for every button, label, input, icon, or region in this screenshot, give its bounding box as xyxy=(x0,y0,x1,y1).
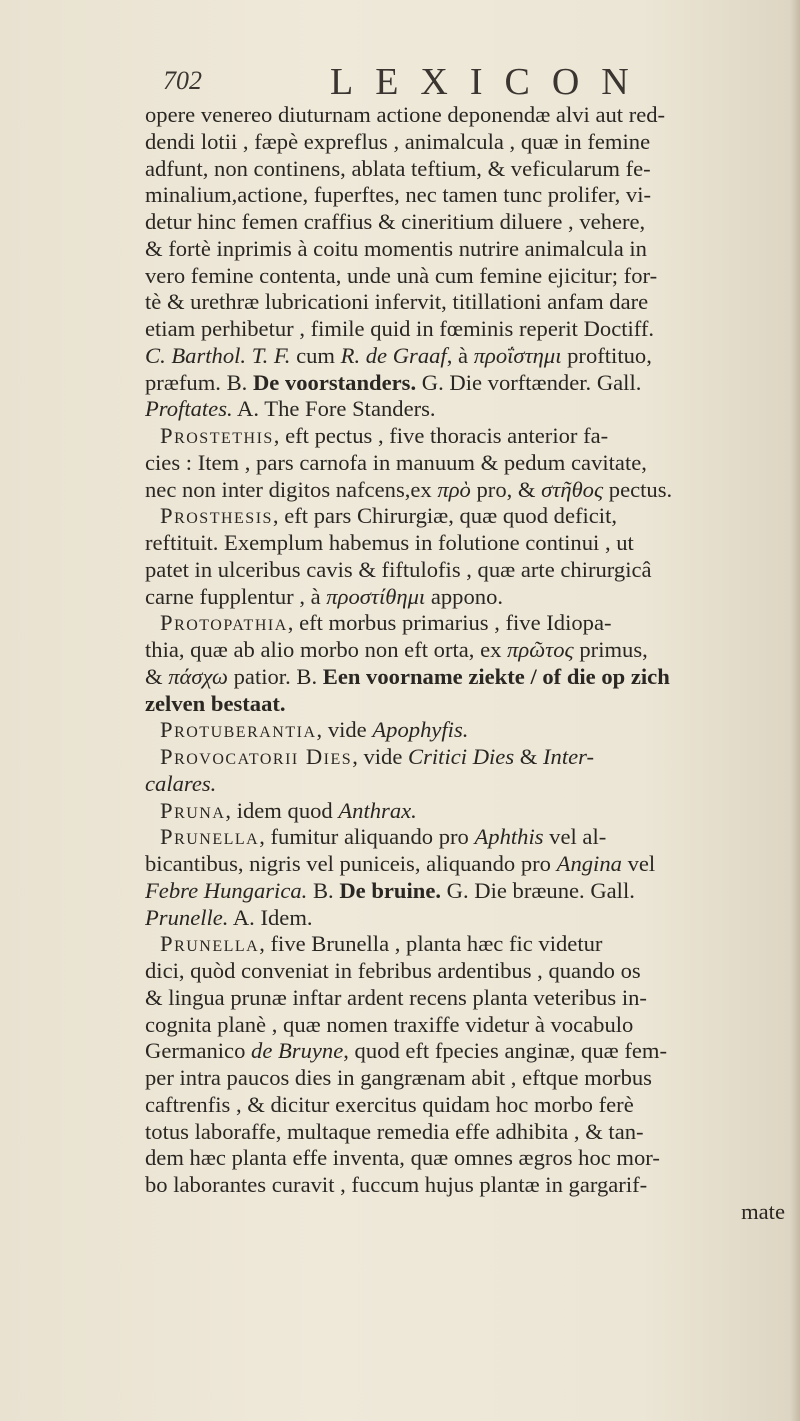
text-span: Apophyfis. xyxy=(372,717,469,743)
text-span: A. Idem. xyxy=(228,904,313,930)
text-span: De bruine. xyxy=(339,877,441,903)
text-line xyxy=(145,343,795,370)
running-title: LEXICON xyxy=(330,61,651,103)
text-span: στῆθος xyxy=(541,476,604,502)
text-span: minalium,actione, fuperftes, nec tamen tunc prolifer, vi- xyxy=(145,182,652,208)
text-line xyxy=(145,236,795,263)
text-span: adfunt, non continens, ablata teftium, & veficularum fe- xyxy=(145,155,651,181)
text-span: Febre Hungarica. xyxy=(145,877,308,903)
text-span: per intra paucos dies in gangrænam abit , eftque morbus xyxy=(145,1065,652,1090)
text-span: vel al- xyxy=(543,824,607,850)
text-span: G. Die bræune. Gall. xyxy=(441,877,635,903)
text-span: , idem quod xyxy=(225,797,339,823)
text-span: mate xyxy=(741,1198,785,1224)
text-span: pectus. xyxy=(603,476,673,502)
text-span: , vide xyxy=(352,744,409,769)
text-span: πάσχω xyxy=(168,663,228,689)
text-span: detur hinc femen craffius & cineritium diluere , vehere, xyxy=(145,209,646,234)
text-span: opere venereo diuturnam actione deponendæ alvi aut red- xyxy=(145,102,666,127)
text-span: & lingua prunæ inftar ardent recens planta veteribus in- xyxy=(145,984,647,1010)
text-line xyxy=(145,182,795,209)
text-span: nec non inter digitos nafcens,ex xyxy=(145,476,438,502)
text-line xyxy=(145,209,795,236)
text-span: B. xyxy=(307,877,340,903)
text-span: & xyxy=(145,663,169,689)
text-span: bicantibus, nigris vel puniceis, aliquando pro xyxy=(145,851,557,876)
headword: Protopathia xyxy=(160,610,288,636)
text-line xyxy=(145,1145,795,1172)
text-span: cum xyxy=(290,342,341,368)
text-span: etiam perhibetur , fimile quid in fœminis reperit Doctiff. xyxy=(145,316,655,341)
headword: Prunella xyxy=(160,931,260,957)
text-span: R. de Graaf xyxy=(340,342,447,368)
headword: Prosthesis xyxy=(160,503,273,529)
text-span: thia, quæ ab alio morbo non eft orta, ex xyxy=(145,637,508,662)
text-line xyxy=(145,878,795,905)
text-span: G. Die vorftænder. Gall. xyxy=(416,369,642,395)
text-span: Angina xyxy=(556,851,622,876)
text-span: reftituit. Exemplum habemus in folutione continui , ut xyxy=(145,530,634,555)
text-span: Critici Dies xyxy=(408,744,515,769)
text-line xyxy=(145,931,795,958)
text-line xyxy=(145,1119,795,1146)
text-span: Proftates. xyxy=(145,396,233,422)
headword: Provocatorii Dies xyxy=(160,744,353,769)
text-span: caftrenfis , & dicitur exercitus quidam hoc morbo ferè xyxy=(145,1091,634,1117)
text-span: totus laboraffe, multaque remedia effe adhibita , & tan- xyxy=(145,1118,644,1144)
text-line xyxy=(145,717,795,744)
text-span: carne fupplentur , à xyxy=(145,583,327,609)
text-span: dendi lotii , fæpè expreflus , animalcula , quæ in femine xyxy=(145,128,651,154)
text-span: tè & urethræ lubricationi infervit, titillationi anfam dare xyxy=(145,289,649,315)
text-span: calares. xyxy=(145,770,217,796)
text-line xyxy=(145,691,795,718)
text-line xyxy=(145,423,795,450)
text-span: , five Brunella , planta hæc fic videtur xyxy=(259,931,603,957)
headword: Pruna xyxy=(160,797,226,823)
text-span: , fumitur aliquando pro xyxy=(259,824,475,850)
text-line xyxy=(145,102,795,129)
text-span: Inter- xyxy=(543,744,594,769)
text-line xyxy=(145,771,795,798)
text-span: Prunelle. xyxy=(145,904,229,930)
text-line xyxy=(145,1038,795,1065)
text-span: , vide xyxy=(316,717,373,743)
text-span: cies : Item , pars carnofa in manuum & pedum cavitate, xyxy=(145,449,647,475)
text-line xyxy=(145,557,795,584)
text-span: dem hæc planta effe inventa, quæ omnes ægros hoc mor- xyxy=(145,1145,660,1171)
page-header xyxy=(0,58,800,106)
text-span: πρῶτος xyxy=(507,637,574,662)
text-span: dici, quòd conveniat in febribus ardentibus , quando os xyxy=(145,958,641,983)
text-span: primus, xyxy=(573,637,648,662)
text-span: vel xyxy=(621,851,656,876)
lexicon-text xyxy=(145,102,795,1226)
headword: Prunella xyxy=(160,824,260,850)
page-edge-shadow xyxy=(790,0,800,1421)
text-line xyxy=(145,316,795,343)
text-line xyxy=(145,530,795,557)
text-line xyxy=(145,156,795,183)
text-line xyxy=(145,129,795,156)
text-line xyxy=(145,370,795,397)
text-line xyxy=(145,1012,795,1039)
text-span: proftituo, xyxy=(561,342,652,368)
text-line xyxy=(145,1172,795,1199)
text-span: & xyxy=(514,744,543,769)
text-span: appono. xyxy=(425,583,504,609)
text-span: patior. B. xyxy=(227,663,323,689)
text-span: πρὸ xyxy=(437,476,471,502)
text-span: A. The Fore Standers. xyxy=(232,396,436,422)
text-line xyxy=(145,824,795,851)
text-line xyxy=(145,610,795,637)
text-span: Aphthis xyxy=(474,824,544,850)
text-span: C. Barthol. T. F. xyxy=(145,342,291,368)
text-span: Anthrax. xyxy=(338,797,417,823)
text-line xyxy=(145,744,795,771)
text-span: , eft pars Chirurgiæ, quæ quod deficit, xyxy=(272,503,618,529)
text-span: , eft morbus primarius , five Idiopa- xyxy=(287,610,612,636)
text-span: patet in ulceribus cavis & fiftulofis , quæ arte chirurgicâ xyxy=(145,556,652,582)
text-line xyxy=(145,1092,795,1119)
headword: Prostethis xyxy=(160,423,274,448)
text-span: , à xyxy=(446,342,474,368)
text-span: , eft pectus , five thoracis anterior fa- xyxy=(273,423,609,448)
text-line xyxy=(145,450,795,477)
text-span: Germanico xyxy=(145,1038,252,1064)
text-span: pro, & xyxy=(470,476,542,502)
text-line xyxy=(145,905,795,932)
text-line xyxy=(145,1199,795,1226)
text-line xyxy=(145,664,795,691)
text-line xyxy=(145,637,795,664)
page-number: 702 xyxy=(163,66,202,95)
text-line xyxy=(145,851,795,878)
text-line xyxy=(145,958,795,985)
text-line xyxy=(145,503,795,530)
text-span: προστίθημι xyxy=(326,583,426,609)
text-line xyxy=(145,985,795,1012)
text-span: προΐστημι xyxy=(473,342,562,368)
text-span: , quod eft fpecies anginæ, quæ fem- xyxy=(343,1038,668,1064)
text-span: cognita planè , quæ nomen traxiffe videtur à vocabulo xyxy=(145,1011,634,1037)
text-line xyxy=(145,396,795,423)
text-span: præfum. B. xyxy=(145,369,253,395)
text-line xyxy=(145,289,795,316)
text-span: De voorstanders. xyxy=(252,369,417,395)
text-span: vero femine contenta, unde unà cum femine ejicitur; for- xyxy=(145,262,658,288)
text-span: zelven bestaat. xyxy=(145,690,286,716)
headword: Protuberantia xyxy=(160,717,317,743)
text-line xyxy=(145,1065,795,1092)
text-span: de Bruyne xyxy=(251,1038,344,1064)
text-span: bo laborantes curavit , fuccum hujus plantæ in gargarif- xyxy=(145,1172,648,1197)
text-line xyxy=(145,798,795,825)
text-line xyxy=(145,477,795,504)
text-span: & fortè inprimis à coitu momentis nutrire animalcula in xyxy=(145,235,647,261)
text-line xyxy=(145,263,795,290)
text-span: Een voorname ziekte / of die op zich xyxy=(322,663,670,689)
text-line xyxy=(145,584,795,611)
